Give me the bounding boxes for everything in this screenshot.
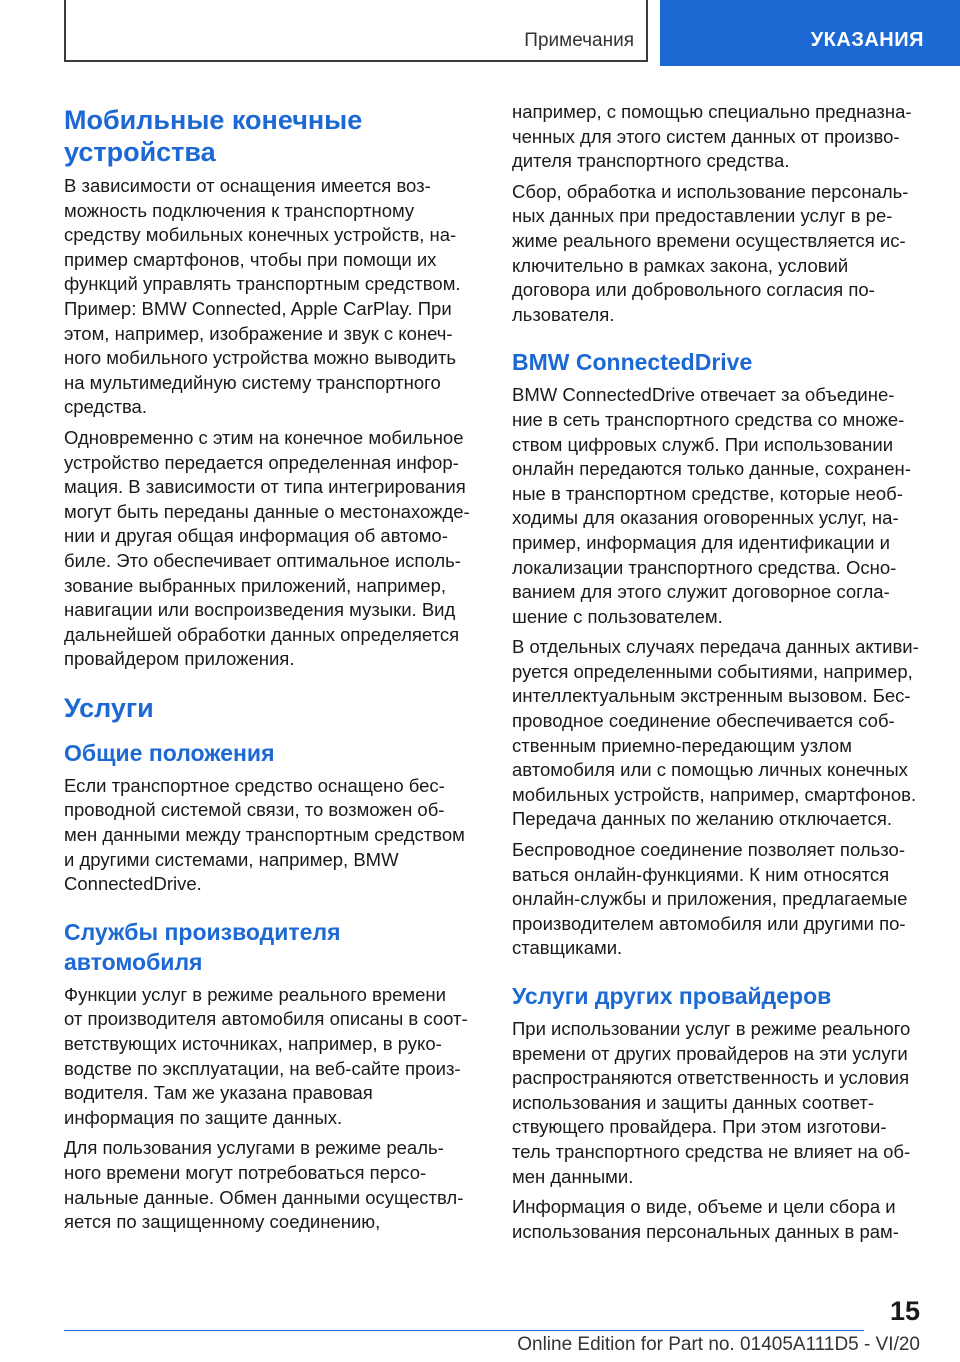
section-label: Примечания: [524, 30, 634, 51]
paragraph: В зависимости от оснащения имеется воз- можность подключения к транспортному средству мобильных конечных устройств, на- пример смартфонов, чтобы при помощи их функций управлять транспортным средством. Пример: BMW Connected, Apple CarPlay. При этом, например, изображение и звук с конеч- ного мобильного устройства можно выводить на мультимедийную систему транспортного средства.: [64, 175, 461, 418]
page-number: 15: [889, 1296, 920, 1326]
section-box: [64, 0, 648, 62]
paragraph: В отдельных случаях передача данных активи- руется определенными событиями, например, интеллектуальным экстренным вызовом. Бес- проводное соединение обеспечивается соб- ственным приемно-передающим узлом автомобиля или с помощью личных конечных мобильных устройств, например, смартфонов. Передача данных по желанию отключается.: [512, 636, 919, 830]
chapter-tab-label: УКАЗАНИЯ: [810, 29, 924, 51]
page-header: [0, 0, 960, 66]
paragraph: BMW ConnectedDrive отвечает за объедине- ние в сеть транспортного средства со множе- ством цифровых служб. При использовании онлайн передаются только данные, сохранен- ные в транспортном средстве, которые необ- ходимы для оказания оговоренных услуг, на- пример, информация для идентификации и локализации транспортного средства. Осно- ванием для этого служит договорное согла- шение с пользователем.: [512, 384, 911, 627]
paragraph: При использовании услуг в режиме реального времени от других провайдеров на эти услуги распространяются ответственность и условия использования и защиты данных соответ- ствующего провайдера. При этом изготови- тель транспортного средства не влияет на об- мен данными.: [512, 1018, 911, 1187]
heading-services: Услуги: [64, 692, 154, 723]
paragraph: Функции услуг в режиме реального времени от производителя автомобиля описаны в соот- ветствующих источниках, например, в руко- водстве по эксплуатации, на веб-сайте произ- водителя. Там же указана правовая информация по защите данных.: [64, 983, 468, 1128]
paragraph: Для пользования услугами в режиме реаль- ного времени могут потребоваться персо- нальные данные. Обмен данными осуществл- яется по защищенному соединению,: [64, 1137, 464, 1233]
chapter-tab[interactable]: [660, 0, 960, 66]
footer-divider: [64, 1330, 864, 1331]
right-column: [512, 100, 926, 1244]
paragraph: Информация о виде, объеме и цели сбора и использования персональных данных в рам-: [512, 1196, 899, 1242]
heading-connecteddrive: BMW ConnectedDrive: [512, 349, 753, 376]
paragraph: Беспроводное соединение позволяет пользо- ваться онлайн-функциями. К ним относятся онлайн-службы и приложения, предлагаемые производителем автомобиля или другими по- ставщиками.: [512, 839, 908, 959]
heading-mobile-devices: Мобильные конечные устройства: [64, 105, 363, 167]
paragraph: Одновременно с этим на конечное мобильное устройство передается определенная инфор- мация. В зависимости от типа интегрирования могут быть переданы данные о местонахожде- нии и другая общая информация об автомо- биле. Это обеспечивает оптимальное исполь- зование выбранных приложений, например, навигации или воспроизведения музыки. Вид дальнейшей обработки данных определяется провайдером приложения.: [64, 426, 470, 670]
heading-manufacturer-services: Службы производителя автомобиля: [64, 918, 341, 975]
paragraph: например, с помощью специально предназна- ченных для этого систем данных от произво- дителя транспортного средства.: [512, 101, 912, 172]
edition-footer: Online Edition for Part no. 01405A111D5 - VI/20: [517, 1334, 920, 1355]
heading-other-providers: Услуги других провайдеров: [512, 983, 832, 1009]
heading-general: Общие положения: [64, 739, 275, 766]
paragraph: Сбор, обработка и использование персональ- ных данных при предоставлении услуг в ре- жиме реального времени осуществляется ис- ключительно в рамках закона, условий договора или добровольного согласия по- льзователя.: [512, 180, 909, 325]
paragraph: Если транспортное средство оснащено бес- проводной системой связи, то возможен об- мен данными между транспортным средством и другими системами, например, BMW ConnectedDrive.: [64, 774, 465, 895]
left-column: [64, 104, 478, 1235]
